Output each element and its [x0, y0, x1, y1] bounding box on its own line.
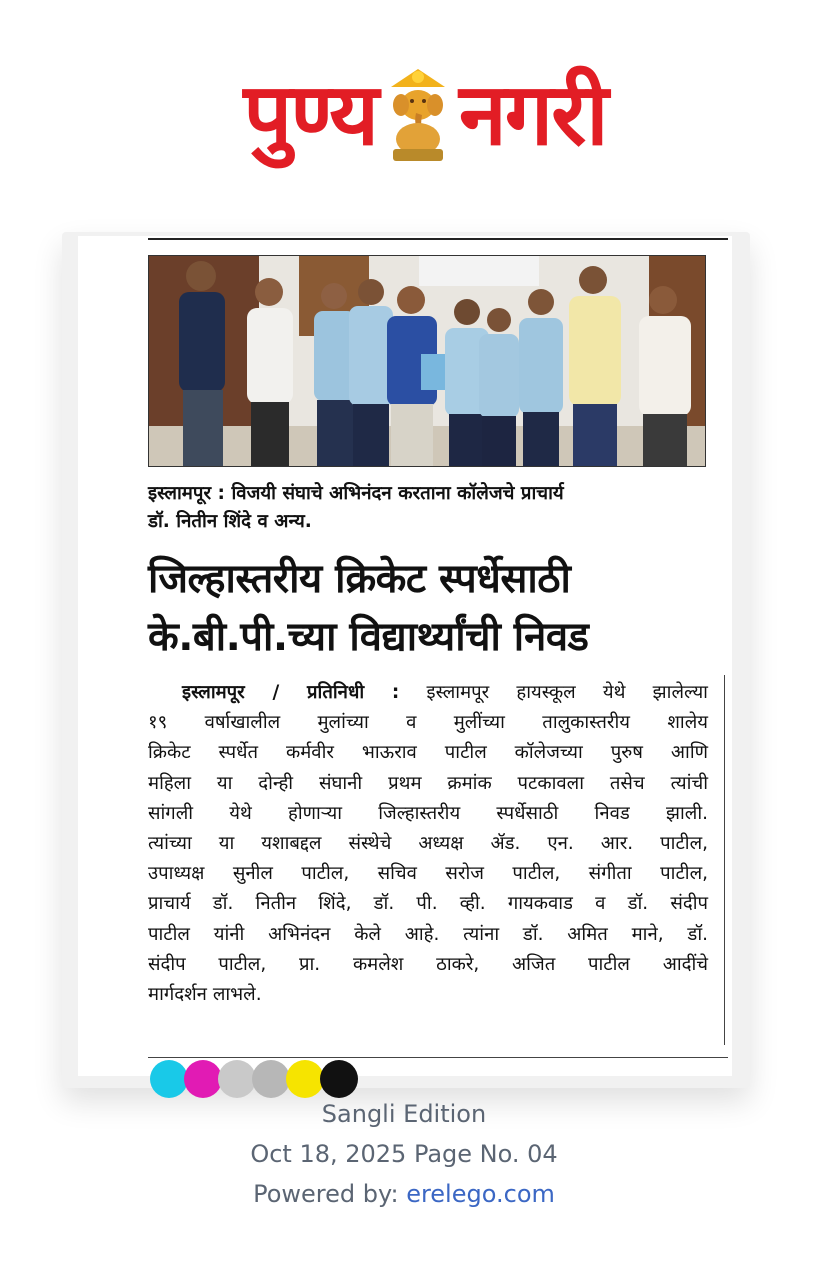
magenta-mark — [184, 1060, 222, 1098]
print-color-marks — [150, 1060, 354, 1080]
powered-link[interactable]: erelego.com — [406, 1180, 555, 1208]
body-line: १९ वर्षाखालील मुलांच्या व मुलींच्या तालुकास्तरीय शालेय — [148, 712, 708, 734]
headline — [148, 550, 718, 666]
body-line: पाटील यांनी अभिनंदन केले आहे. त्यांना डॉ. अमित माने, डॉ. — [148, 923, 708, 945]
masthead — [180, 50, 670, 180]
bottom-rule — [148, 1057, 728, 1058]
ganesh-icon — [383, 65, 453, 165]
masthead-left-word: पुण्य — [243, 65, 377, 165]
body-line: प्राचार्य डॉ. नितीन शिंदे, डॉ. पी. व्ही. गायकवाड व डॉ. संदीप — [148, 893, 708, 915]
body-line: संदीप पाटील, प्रा. कमलेश ठाकरे, अजित पाटील आदींचे — [148, 953, 708, 975]
column-rule — [724, 675, 725, 1045]
yellow-mark — [286, 1060, 324, 1098]
clipping-top-rule — [148, 238, 728, 240]
body-line: मार्गदर्शन लाभले. — [148, 984, 262, 1006]
caption-line: डॉ. नितीन शिंदे व अन्य. — [148, 511, 312, 532]
photo-caption — [148, 480, 708, 536]
dateline: इस्लामपूर / प्रतिनिधी : — [182, 682, 400, 703]
article-body — [148, 678, 708, 1010]
body-line: इस्लामपूर / प्रतिनिधी : इस्लामपूर हायस्कूल येथे झालेल्या — [182, 682, 708, 703]
black-mark — [320, 1060, 358, 1098]
body-line: सांगली येथे होणाऱ्या जिल्हास्तरीय स्पर्धेसाठी निवड झाली. — [148, 802, 708, 824]
caption-line: इस्लामपूर : विजयी संघाचे अभिनंदन करताना कॉलेजचे प्राचार्य — [148, 483, 564, 504]
grey-mark — [252, 1060, 290, 1098]
group-photo — [148, 255, 706, 467]
cyan-mark — [150, 1060, 188, 1098]
edition-footer — [0, 1094, 808, 1214]
body-line: उपाध्यक्ष सुनील पाटील, सचिव सरोज पाटील, संगीता पाटील, — [148, 863, 708, 885]
edition-date-page: Oct 18, 2025 Page No. 04 — [250, 1140, 558, 1168]
grey-mark — [218, 1060, 256, 1098]
body-line: क्रिकेट स्पर्धेत कर्मवीर भाऊराव पाटील कॉलेजच्या पुरुष आणि — [148, 742, 708, 764]
powered-by — [0, 1174, 808, 1214]
headline-line: जिल्हास्तरीय क्रिकेट स्पर्धेसाठी — [148, 556, 571, 602]
body-line: महिला या दोन्ही संघानी प्रथम क्रमांक पटकावला तसेच त्यांची — [148, 772, 708, 794]
powered-prefix: Powered by: — [253, 1180, 407, 1208]
edition-name: Sangli Edition — [321, 1100, 487, 1128]
headline-line: के.बी.पी.च्या विद्यार्थ्यांची निवड — [148, 614, 589, 660]
masthead-right-word: नगरी — [458, 65, 607, 165]
body-line: त्यांच्या या यशाबद्दल संस्थेचे अध्यक्ष ॲड. एन. आर. पाटील, — [148, 833, 708, 855]
